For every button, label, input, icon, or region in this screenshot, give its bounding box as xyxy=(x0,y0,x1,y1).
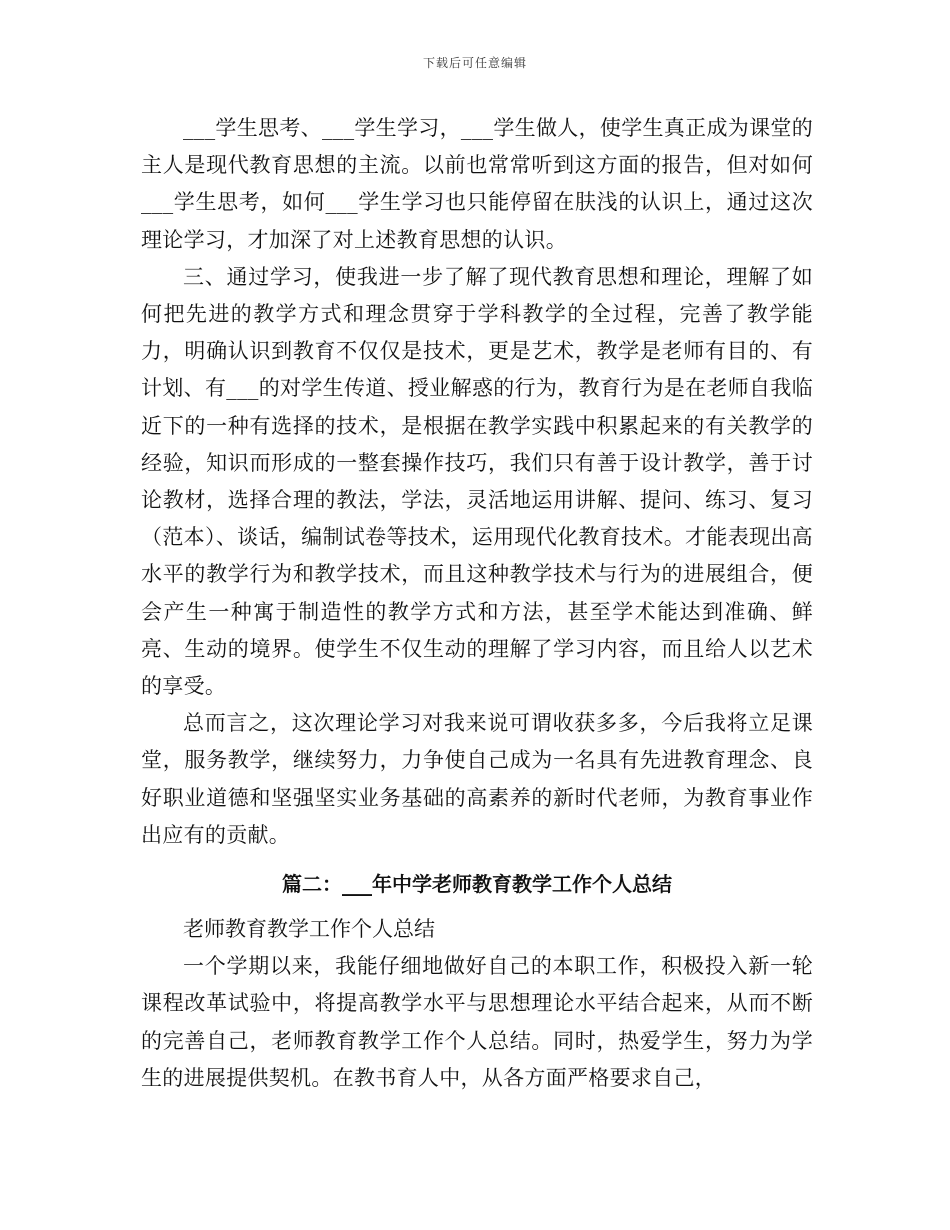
paragraph-3: 总而言之，这次理论学习对我来说可谓收获多多，今后我将立足课堂，服务教学，继续努力，力争使自己成为一名具有先进教育理念、良好职业道德和坚强坚实业务基础的高素养的新时代老师，为教育事业作出应有的贡献。 xyxy=(141,711,813,847)
section-heading: 篇二：___年中学老师教育教学工作个人总结 xyxy=(282,872,672,897)
page-header: 下载后可任意编辑 xyxy=(422,56,527,70)
paragraph-2: 三、通过学习，使我进一步了解了现代教育思想和理论，理解了如何把先进的教学方式和理念贯穿于学科教学的全过程，完善了教学能力，明确认识到教育不仅仅是技术，更是艺术，教学是老师有目的、有计划、有___的对学生传道、授业解惑的行为，教育行为是在老师自我临近下的一种有选择的技术，是根据在教学实践中积累起来的有关教学的经验，知识而形成的一整套操作技巧，我们只有善于设计教学，善于讨论教材，选择合理的教法，学法，灵活地运用讲解、提问、练习、复习（范本）、谈话，编制试卷等技术，运用现代化教育技术。才能表现出高水平的教学行为和教学技术，而且这种教学技术与行为的进展组合，便会产生一种寓于制造性的教学方式和方法，甚至学术能达到准确、鲜亮、生动的境界。使学生不仅生动的理解了学习内容，而且给人以艺术的享受。 xyxy=(141,264,813,699)
section-subtitle: 老师教育教学工作个人总结 xyxy=(183,917,435,942)
paragraph-1: ___学生思考、___学生学习，___学生做人，使学生真正成为课堂的主人是现代教育思想的主流。以前也常常听到这方面的报告，但对如何___学生思考，如何___学生学习也只能停留在肤浅的认识上，通过这次理论学习，才加深了对上述教育思想的认识。 xyxy=(141,116,813,252)
paragraph-4: 一个学期以来，我能仔细地做好自己的本职工作，积极投入新一轮课程改革试验中，将提高教学水平与思想理论水平结合起来，从而不断的完善自己，老师教育教学工作个人总结。同时，热爱学生，努力为学生的进展提供契机。在教书育人中，从各方面严格要求自己， xyxy=(141,954,813,1090)
document-body xyxy=(141,110,813,1097)
